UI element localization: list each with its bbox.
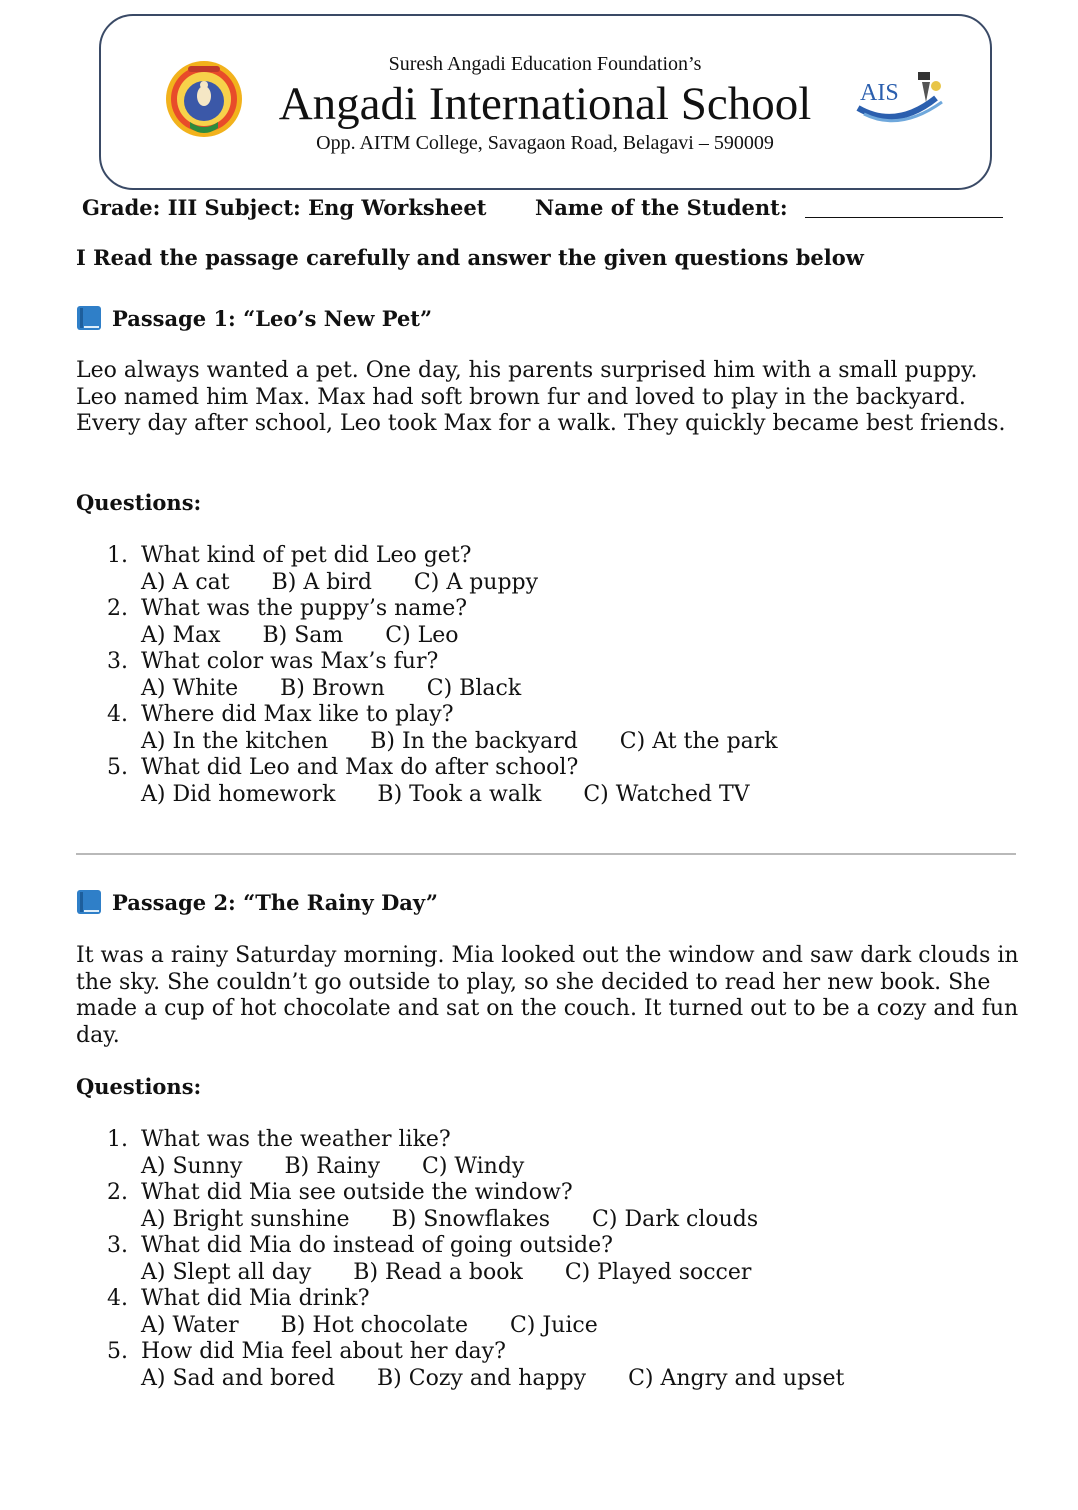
question: 5. What did Leo and Max do after school? (107, 755, 579, 780)
student-name-label: Name of the Student: (535, 195, 788, 220)
question-options: A) Slept all day B) Read a book C) Played soccer (141, 1259, 752, 1285)
worksheet-info (82, 195, 788, 220)
question-options: A) Max B) Sam C) Leo (141, 622, 459, 648)
student-name-blank[interactable] (805, 217, 1003, 218)
question: 3. What did Mia do instead of going outside? (107, 1233, 613, 1258)
blue-book-icon (76, 889, 102, 915)
question-options: A) Did homework B) Took a walk C) Watched TV (141, 781, 750, 807)
school-address: Opp. AITM College, Savagaon Road, Belagavi – 590009 (316, 132, 774, 154)
question-options: A) Water B) Hot chocolate C) Juice (141, 1312, 598, 1338)
instruction: I Read the passage carefully and answer the given questions below (76, 245, 864, 270)
passage-2-questions-heading: Questions: (76, 1074, 202, 1099)
section-divider (76, 853, 1016, 855)
passage-1-questions-heading: Questions: (76, 490, 202, 515)
passage-1-title: Passage 1: “Leo’s New Pet” (76, 305, 432, 331)
question-options: A) White B) Brown C) Black (141, 675, 522, 701)
question: 1. What was the weather like? (107, 1127, 451, 1152)
passage-2-question-list (107, 1127, 1027, 1392)
question: 4. What did Mia drink? (107, 1286, 370, 1311)
question-options: A) In the kitchen B) In the backyard C) At the park (141, 728, 778, 754)
question: 1. What kind of pet did Leo get? (107, 543, 472, 568)
question-options: A) A cat B) A bird C) A puppy (141, 569, 539, 595)
ais-logo (856, 68, 954, 130)
question-options: A) Sunny B) Rainy C) Windy (141, 1153, 525, 1179)
question-options: A) Bright sunshine B) Snowflakes C) Dark clouds (141, 1206, 759, 1232)
question: 2. What did Mia see outside the window? (107, 1180, 573, 1205)
blue-book-icon (76, 305, 102, 331)
question: 2. What was the puppy’s name? (107, 596, 468, 621)
passage-2-title: Passage 2: “The Rainy Day” (76, 889, 438, 915)
passage-1-text: Leo always wanted a pet. One day, his parents surprised him with a small puppy. Leo named him Max. Max had soft brown fur and loved to play in the backyard. Every day after school, Leo took Max for a walk. They quickly became best friends. (76, 358, 1006, 436)
svg-text:AIS: AIS (860, 80, 899, 106)
question: 4. Where did Max like to play? (107, 702, 454, 727)
grade-subject: Grade: III Subject: Eng Worksheet (82, 195, 487, 220)
question: 3. What color was Max’s fur? (107, 649, 439, 674)
passage-1-question-list (107, 543, 1027, 808)
foundation-name: Suresh Angadi Education Foundation’s (388, 53, 702, 75)
passage-2-text: It was a rainy Saturday morning. Mia looked out the window and saw dark clouds in the sky. She couldn’t go outside to play, so she decided to read her new book. She made a cup of hot chocolate and sat on the couch. It turned out to be a cozy and fun day. (76, 943, 1019, 1048)
question: 5. How did Mia feel about her day? (107, 1339, 506, 1364)
school-name: Angadi International School (278, 78, 812, 130)
question-options: A) Sad and bored B) Cozy and happy C) Angry and upset (141, 1365, 845, 1391)
